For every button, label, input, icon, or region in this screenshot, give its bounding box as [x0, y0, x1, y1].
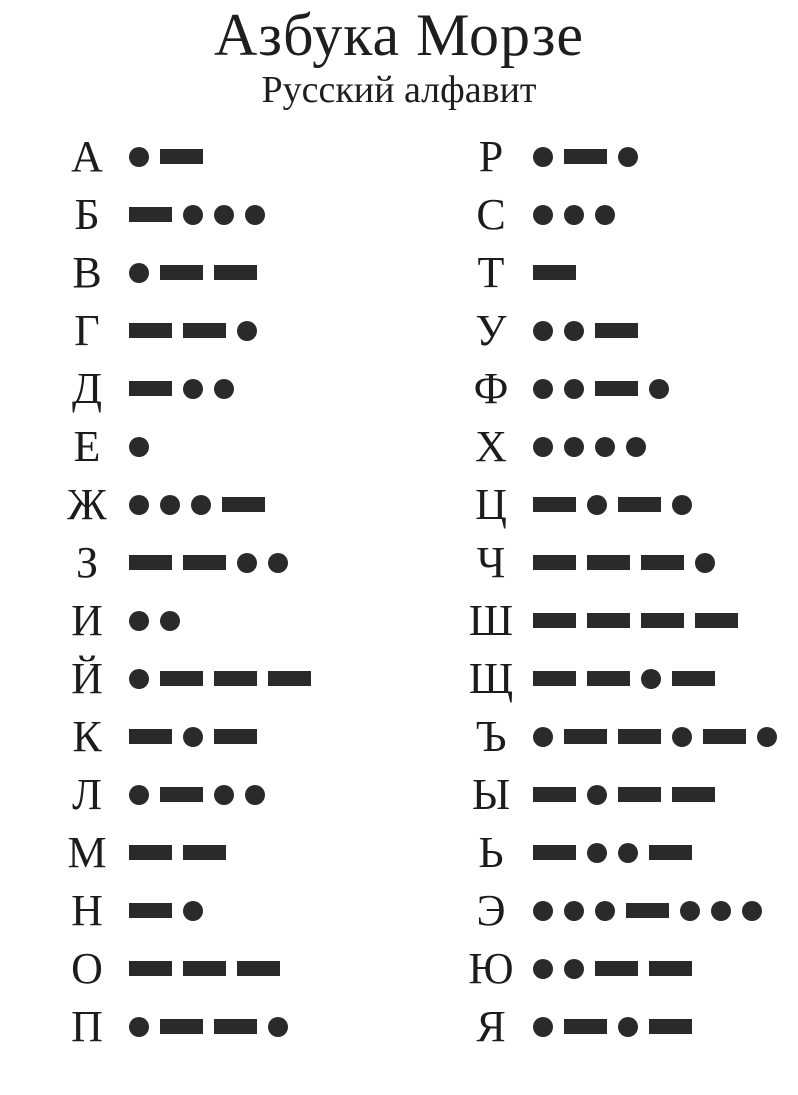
- letter-label: Ш: [468, 595, 514, 645]
- dot-symbol: [587, 495, 607, 515]
- morse-code: [117, 901, 203, 921]
- dot-symbol: [595, 901, 615, 921]
- dash-symbol: [649, 1019, 692, 1034]
- dot-symbol: [214, 379, 234, 399]
- morse-code: [521, 553, 715, 573]
- letter-label: Л: [72, 769, 102, 819]
- letter-label: З: [75, 537, 99, 587]
- morse-row: [57, 534, 461, 592]
- morse-row: [461, 592, 798, 650]
- dash-symbol: [222, 497, 265, 512]
- dash-symbol: [160, 787, 203, 802]
- letter-label: Ю: [468, 943, 514, 993]
- morse-code: [117, 553, 288, 573]
- morse-code: [521, 495, 692, 515]
- dot-symbol: [533, 959, 553, 979]
- dash-symbol: [618, 497, 661, 512]
- letter-label: Щ: [468, 653, 514, 703]
- letter-label: Ы: [471, 769, 511, 819]
- letter-label: Я: [476, 1001, 506, 1051]
- dash-symbol: [129, 845, 172, 860]
- morse-code: [521, 727, 777, 747]
- morse-row: [57, 302, 461, 360]
- dash-symbol: [160, 671, 203, 686]
- dot-symbol: [268, 1017, 288, 1037]
- dot-symbol: [618, 1017, 638, 1037]
- dash-symbol: [214, 265, 257, 280]
- morse-row: [461, 418, 798, 476]
- dot-symbol: [214, 205, 234, 225]
- letter-label: Ф: [473, 363, 509, 413]
- dash-symbol: [183, 961, 226, 976]
- dot-symbol: [757, 727, 777, 747]
- morse-row: [461, 882, 798, 940]
- dot-symbol: [626, 437, 646, 457]
- dash-symbol: [626, 903, 669, 918]
- morse-code: [521, 205, 615, 225]
- page-subtitle: Русский алфавит: [261, 69, 537, 111]
- morse-code: [117, 437, 149, 457]
- morse-code: [521, 843, 692, 863]
- morse-code: [521, 785, 715, 805]
- letter-label: Г: [74, 305, 100, 355]
- morse-row: [57, 592, 461, 650]
- letter-label: Е: [73, 421, 101, 471]
- page-title: Азбука Морзе: [213, 2, 585, 68]
- dash-symbol: [587, 555, 630, 570]
- dot-symbol: [183, 379, 203, 399]
- morse-code: [117, 611, 180, 631]
- morse-row: [57, 360, 461, 418]
- morse-row: [461, 128, 798, 186]
- dot-symbol: [160, 611, 180, 631]
- dot-symbol: [237, 321, 257, 341]
- letter-label: М: [67, 827, 107, 877]
- dot-symbol: [160, 495, 180, 515]
- dot-symbol: [129, 147, 149, 167]
- dot-symbol: [533, 321, 553, 341]
- dash-symbol: [618, 787, 661, 802]
- dash-symbol: [703, 729, 746, 744]
- dot-symbol: [129, 263, 149, 283]
- morse-code: [521, 613, 738, 628]
- morse-row: [461, 534, 798, 592]
- dash-symbol: [183, 555, 226, 570]
- morse-row: [57, 708, 461, 766]
- dash-symbol: [129, 207, 172, 222]
- dot-symbol: [237, 553, 257, 573]
- morse-code: [117, 379, 234, 399]
- dot-symbol: [214, 785, 234, 805]
- dot-symbol: [672, 495, 692, 515]
- dot-symbol: [564, 901, 584, 921]
- letter-label: У: [475, 305, 507, 355]
- dash-symbol: [649, 961, 692, 976]
- dash-symbol: [587, 613, 630, 628]
- dot-symbol: [595, 437, 615, 457]
- left-column: [57, 128, 461, 1056]
- dash-symbol: [237, 961, 280, 976]
- morse-code: [117, 263, 257, 283]
- letter-label: Ч: [476, 537, 506, 587]
- morse-row: [461, 244, 798, 302]
- letter-label: В: [72, 247, 102, 297]
- dash-symbol: [160, 265, 203, 280]
- dot-symbol: [672, 727, 692, 747]
- dash-symbol: [533, 265, 576, 280]
- dot-symbol: [129, 437, 149, 457]
- morse-row: [57, 476, 461, 534]
- letter-label: П: [71, 1001, 103, 1051]
- dash-symbol: [672, 671, 715, 686]
- dash-symbol: [183, 323, 226, 338]
- dash-symbol: [129, 961, 172, 976]
- morse-code: [521, 901, 762, 921]
- dash-symbol: [268, 671, 311, 686]
- dash-symbol: [129, 555, 172, 570]
- dot-symbol: [533, 727, 553, 747]
- letter-label: И: [71, 595, 103, 645]
- morse-code: [521, 1017, 692, 1037]
- letter-label: Н: [71, 885, 103, 935]
- morse-row: [461, 186, 798, 244]
- dash-symbol: [649, 845, 692, 860]
- morse-row: [57, 186, 461, 244]
- morse-row: [57, 882, 461, 940]
- dash-symbol: [533, 613, 576, 628]
- dash-symbol: [533, 555, 576, 570]
- dash-symbol: [129, 729, 172, 744]
- dot-symbol: [183, 205, 203, 225]
- dot-symbol: [595, 205, 615, 225]
- morse-row: [57, 244, 461, 302]
- dash-symbol: [129, 323, 172, 338]
- dash-symbol: [533, 497, 576, 512]
- dot-symbol: [533, 1017, 553, 1037]
- dot-symbol: [129, 669, 149, 689]
- morse-row: [57, 418, 461, 476]
- dot-symbol: [564, 205, 584, 225]
- morse-row: [57, 940, 461, 998]
- morse-row: [57, 824, 461, 882]
- morse-row: [461, 824, 798, 882]
- morse-code: [117, 961, 280, 976]
- dash-symbol: [129, 381, 172, 396]
- dot-symbol: [649, 379, 669, 399]
- dash-symbol: [214, 1019, 257, 1034]
- letter-label: Э: [476, 885, 506, 935]
- morse-row: [461, 766, 798, 824]
- morse-code: [521, 959, 692, 979]
- morse-code: [117, 147, 203, 167]
- letter-label: Т: [477, 247, 505, 297]
- dash-symbol: [533, 671, 576, 686]
- dash-symbol: [533, 787, 576, 802]
- dot-symbol: [618, 147, 638, 167]
- morse-code: [521, 265, 576, 280]
- dot-symbol: [695, 553, 715, 573]
- dash-symbol: [160, 149, 203, 164]
- letter-label: Ъ: [475, 711, 507, 761]
- dash-symbol: [564, 149, 607, 164]
- dot-symbol: [268, 553, 288, 573]
- dash-symbol: [595, 323, 638, 338]
- morse-row: [461, 708, 798, 766]
- dash-symbol: [564, 1019, 607, 1034]
- dot-symbol: [245, 785, 265, 805]
- letter-label: Ж: [67, 479, 107, 529]
- letter-label: Ц: [475, 479, 507, 529]
- dot-symbol: [564, 437, 584, 457]
- dot-symbol: [533, 379, 553, 399]
- morse-row: [461, 940, 798, 998]
- morse-code: [521, 147, 638, 167]
- dot-symbol: [129, 495, 149, 515]
- dash-symbol: [183, 845, 226, 860]
- letter-label: Й: [71, 653, 103, 703]
- dash-symbol: [672, 787, 715, 802]
- morse-code: [521, 379, 669, 399]
- morse-code: [521, 321, 638, 341]
- dash-symbol: [214, 729, 257, 744]
- dash-symbol: [129, 903, 172, 918]
- dot-symbol: [641, 669, 661, 689]
- morse-row: [57, 998, 461, 1056]
- morse-code: [117, 1017, 288, 1037]
- dash-symbol: [618, 729, 661, 744]
- dot-symbol: [533, 437, 553, 457]
- dot-symbol: [129, 1017, 149, 1037]
- dash-symbol: [695, 613, 738, 628]
- dot-symbol: [533, 205, 553, 225]
- morse-code: [521, 669, 715, 689]
- morse-row: [57, 128, 461, 186]
- dash-symbol: [214, 671, 257, 686]
- dot-symbol: [183, 727, 203, 747]
- letter-label: Д: [71, 363, 102, 413]
- letter-label: К: [72, 711, 102, 761]
- morse-code: [117, 845, 226, 860]
- letter-label: Р: [478, 131, 504, 181]
- morse-code: [117, 669, 311, 689]
- morse-row: [461, 360, 798, 418]
- morse-code: [117, 727, 257, 747]
- letter-label: Ь: [478, 827, 504, 877]
- dot-symbol: [564, 379, 584, 399]
- dot-symbol: [533, 901, 553, 921]
- dot-symbol: [129, 611, 149, 631]
- dash-symbol: [595, 381, 638, 396]
- dot-symbol: [680, 901, 700, 921]
- dot-symbol: [533, 147, 553, 167]
- morse-row: [461, 302, 798, 360]
- dash-symbol: [641, 555, 684, 570]
- dot-symbol: [564, 959, 584, 979]
- dash-symbol: [587, 671, 630, 686]
- dot-symbol: [564, 321, 584, 341]
- dash-symbol: [564, 729, 607, 744]
- dash-symbol: [533, 845, 576, 860]
- dash-symbol: [595, 961, 638, 976]
- morse-row: [57, 650, 461, 708]
- morse-code: [117, 205, 265, 225]
- dash-symbol: [641, 613, 684, 628]
- morse-row: [461, 650, 798, 708]
- dot-symbol: [191, 495, 211, 515]
- dash-symbol: [160, 1019, 203, 1034]
- dot-symbol: [183, 901, 203, 921]
- dot-symbol: [129, 785, 149, 805]
- letter-label: А: [71, 131, 103, 181]
- right-column: [461, 128, 798, 1056]
- morse-columns: [0, 128, 798, 1056]
- morse-code: [117, 785, 265, 805]
- dot-symbol: [711, 901, 731, 921]
- letter-label: С: [476, 189, 506, 239]
- dot-symbol: [587, 785, 607, 805]
- dot-symbol: [587, 843, 607, 863]
- morse-code: [521, 437, 646, 457]
- morse-row: [461, 476, 798, 534]
- morse-row: [461, 998, 798, 1056]
- morse-code: [117, 321, 257, 341]
- letter-label: О: [71, 943, 103, 993]
- morse-code: [117, 495, 265, 515]
- dot-symbol: [245, 205, 265, 225]
- letter-label: Б: [74, 189, 100, 239]
- letter-label: Х: [475, 421, 507, 471]
- morse-row: [57, 766, 461, 824]
- dot-symbol: [618, 843, 638, 863]
- dot-symbol: [742, 901, 762, 921]
